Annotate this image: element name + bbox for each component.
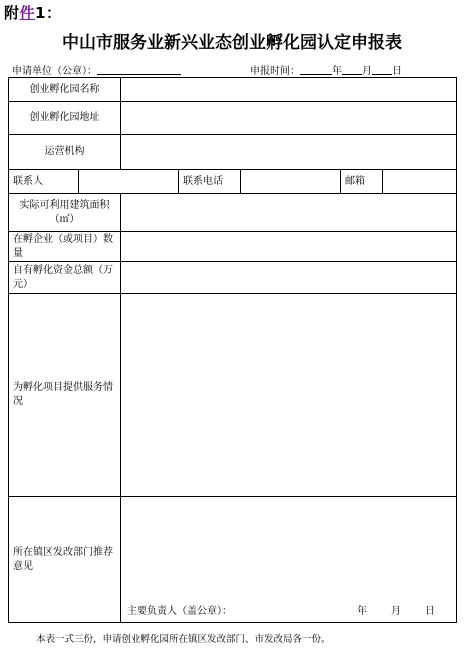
row-area — [9, 194, 457, 232]
services-field[interactable] — [121, 294, 457, 497]
row-operator — [9, 135, 457, 170]
application-form-table — [8, 77, 457, 623]
row-park-address — [9, 102, 457, 135]
fund-label: 自有孵化资金总额（万元） — [9, 262, 121, 294]
applicant-label: 申请单位（公章）： — [12, 66, 97, 77]
attachment-link[interactable]: 件 — [19, 4, 36, 22]
fund-field[interactable] — [121, 262, 457, 294]
applicant-line — [12, 62, 181, 77]
contact-field[interactable] — [79, 170, 179, 194]
email-field[interactable] — [383, 170, 457, 194]
row-enterprise-count — [9, 232, 457, 262]
signature-label: 主要负责人（盖公章）： — [127, 606, 232, 617]
operator-field[interactable] — [121, 135, 457, 170]
opinion-field[interactable] — [121, 497, 457, 623]
row-park-name — [9, 78, 457, 102]
park-name-field[interactable] — [121, 78, 457, 102]
operator-label: 运营机构 — [9, 135, 121, 170]
area-field[interactable] — [121, 194, 457, 232]
services-label: 为孵化项目提供服务情况 — [9, 294, 121, 497]
attachment-label: 附件1： — [4, 4, 62, 22]
opinion-month: 月 — [391, 606, 401, 617]
year-field[interactable] — [300, 63, 332, 75]
enterprise-count-label: 在孵企业（或项目）数量 — [9, 232, 121, 262]
email-label: 邮箱 — [341, 170, 383, 194]
row-opinion — [9, 497, 457, 623]
park-name-label: 创业孵化园名称 — [9, 78, 121, 102]
row-services — [9, 294, 457, 497]
month-field[interactable] — [342, 63, 362, 75]
row-contact — [9, 170, 457, 194]
opinion-label: 所在镇区发改部门推荐意见 — [9, 497, 121, 623]
park-address-field[interactable] — [121, 102, 457, 135]
form-title: 中山市服务业新兴业态创业孵化园认定申报表 — [62, 33, 402, 53]
area-label: 实际可利用建筑面积（㎡） — [9, 194, 121, 232]
opinion-day: 日 — [425, 606, 435, 617]
contact-label: 联系人 — [9, 170, 79, 194]
applicant-field[interactable] — [97, 63, 181, 75]
opinion-year: 年 — [357, 606, 367, 617]
park-address-label: 创业孵化园地址 — [9, 102, 121, 135]
phone-label: 联系电话 — [179, 170, 241, 194]
day-field[interactable] — [372, 63, 392, 75]
footnote: 本表一式三份，申请创业孵化园所在镇区发改部门、市发改局各一份。 — [36, 634, 331, 645]
date-label: 申报时间： — [250, 66, 300, 77]
row-fund — [9, 262, 457, 294]
enterprise-count-field[interactable] — [121, 232, 457, 262]
date-line: 申报时间： 年 月 日 — [250, 62, 402, 77]
phone-field[interactable] — [241, 170, 341, 194]
